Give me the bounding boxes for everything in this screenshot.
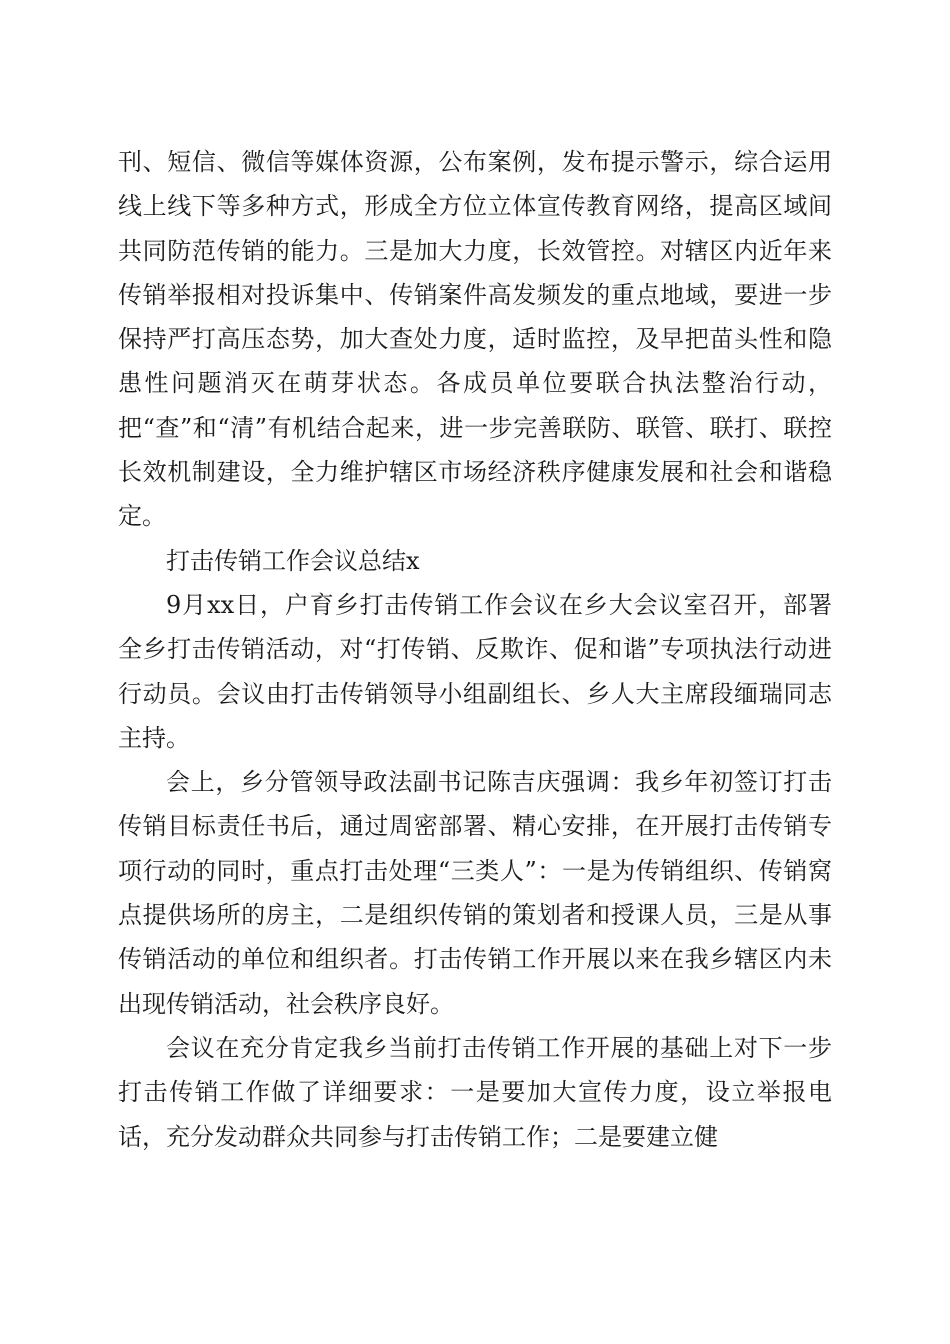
paragraph-continuation: 刊、短信、微信等媒体资源，公布案例，发布提示警示，综合运用线上线下等多种方式，形成全方位立体宣传教育网络，提高区域间共同防范传销的能力。三是加大力度，长效管控。对辖区内近年来传销举报相对投诉集中、传销案件高发频发的重点地域，要进一步保持严打高压态势，加大查处力度，适时监控，及早把苗头性和隐患性问题消灭在萌芽状态。各成员单位要联合执法整治行动，把“查”和“清”有机结合起来，进一步完善联防、联管、联打、联控长效机制建设，全力维护辖区市场经济秩序健康发展和社会和谐稳定。 [118, 148, 832, 531]
document-body [118, 140, 832, 1159]
paragraph-meeting-emphasis: 会上，乡分管领导政法副书记陈吉庆强调：我乡年初签订打击传销目标责任书后，通过周密部署、精心安排，在开展打击传销专项行动的同时，重点打击处理“三类人”：一是为传销组织、传销窝点提供场所的房主，二是组织传销的策划者和授课人员，三是从事传销活动的单位和组织者。打击传销工作开展以来在我乡辖区内未出现传销活动，社会秩序良好。 [118, 768, 832, 1018]
paragraph-meeting-intro: 9月xx日，户育乡打击传销工作会议在乡大会议室召开，部署全乡打击传销活动，对“打传销、反欺诈、促和谐”专项执法行动进行动员。会议由打击传销领导小组副组长、乡人大主席段缅瑞同志主持。 [118, 590, 832, 752]
paragraph-meeting-requirements: 会议在充分肯定我乡当前打击传销工作开展的基础上对下一步打击传销工作做了详细要求：一是要加大宣传力度，设立举报电话，充分发动群众共同参与打击传销工作；二是要建立健 [118, 1033, 832, 1151]
section-heading: 打击传销工作会议总结x [166, 546, 420, 575]
